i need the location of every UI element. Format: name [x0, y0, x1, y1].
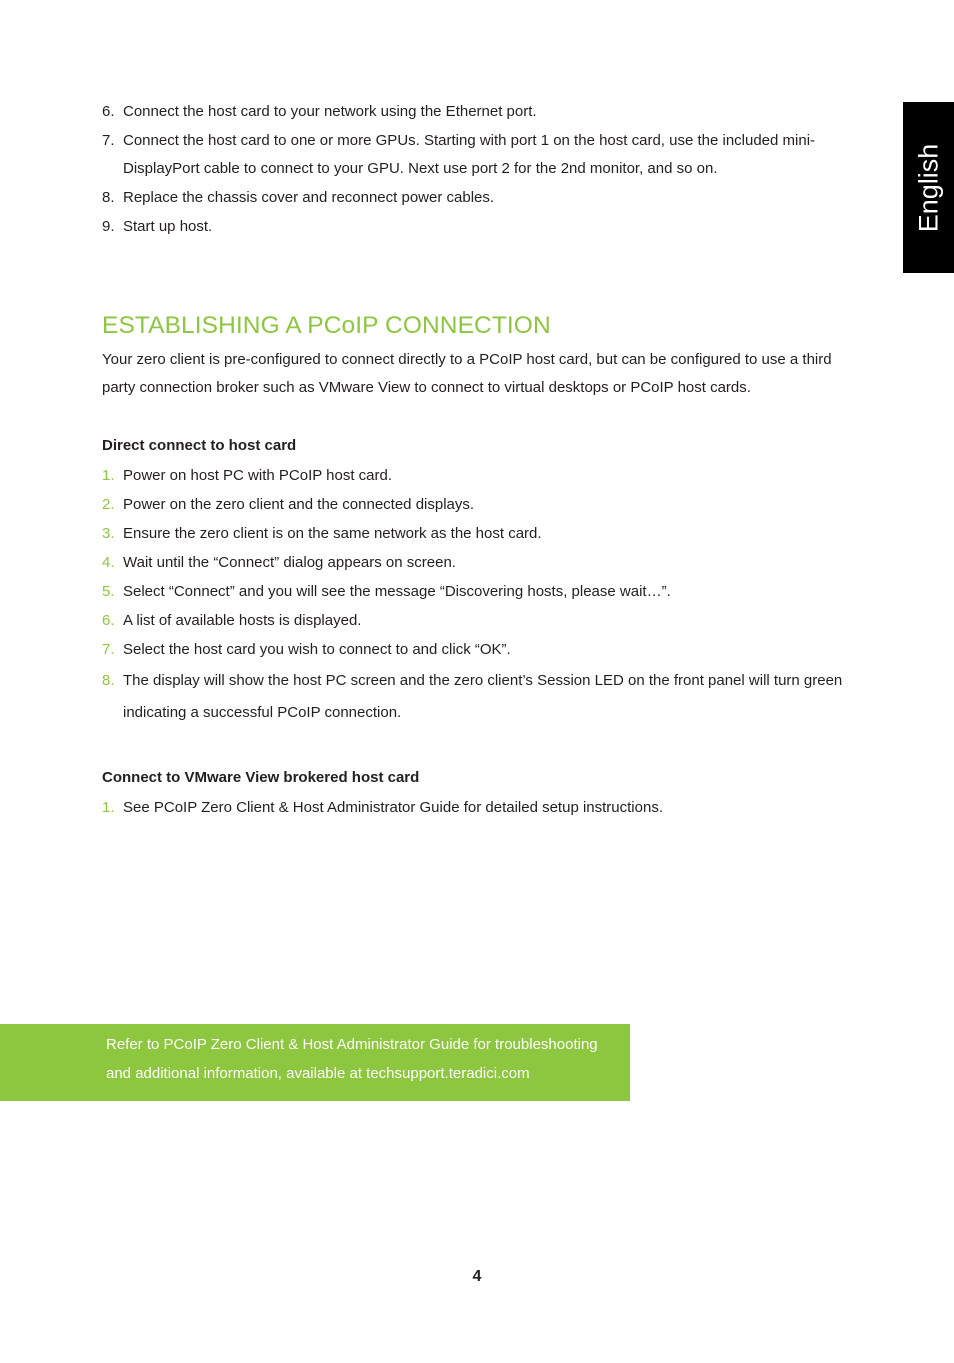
list-item-number: 7. [102, 641, 115, 658]
list-item-number: 9. [102, 218, 115, 235]
list-item-number: 1. [102, 467, 115, 484]
install-steps-list [102, 98, 847, 242]
list-item [102, 462, 847, 490]
page-number: 4 [472, 1268, 482, 1285]
list-item [102, 184, 847, 212]
list-item-text: A list of available hosts is displayed. [123, 612, 362, 629]
direct-connect-heading: Direct connect to host card [102, 437, 297, 454]
list-item-text: Connect the host card to one or more GPUs. Starting with port 1 on the host card, use the included mini-DisplayPort cable to connect to your GPU. Next use port 2 for the 2nd monitor, and so on. [123, 132, 816, 177]
direct-connect-steps-list [102, 462, 847, 730]
list-item-text: See PCoIP Zero Client & Host Administrator Guide for detailed setup instructions. [123, 799, 663, 816]
language-tab [903, 102, 954, 273]
list-item-number: 5. [102, 583, 115, 600]
list-item-text: Connect the host card to your network using the Ethernet port. [123, 103, 537, 120]
notice-text: Refer to PCoIP Zero Client & Host Administrator Guide for troubleshooting and additional information, available at techsupport.teradici.com [106, 1036, 598, 1082]
list-item-number: 6. [102, 103, 115, 120]
list-item [102, 213, 847, 241]
list-item-text: Power on host PC with PCoIP host card. [123, 467, 393, 484]
list-item-text: Start up host. [123, 218, 213, 235]
list-item [102, 578, 847, 606]
list-item-text: Ensure the zero client is on the same network as the host card. [123, 525, 542, 542]
list-item [102, 549, 847, 577]
list-item-text: Replace the chassis cover and reconnect power cables. [123, 189, 495, 206]
list-item-number: 8. [102, 672, 115, 689]
vmware-connect-heading: Connect to VMware View brokered host card [102, 769, 420, 786]
list-item [102, 794, 847, 822]
list-item-text: Select “Connect” and you will see the message “Discovering hosts, please wait…”. [123, 583, 671, 600]
section-intro: Your zero client is pre-configured to connect directly to a PCoIP host card, but can be configured to use a third party connection broker such as VMware View to connect to virtual desktops or PCoIP host cards. [102, 351, 832, 396]
list-item-number: 3. [102, 525, 115, 542]
list-item [102, 607, 847, 635]
list-item-text: Wait until the “Connect” dialog appears on screen. [123, 554, 456, 571]
list-item-number: 1. [102, 799, 115, 816]
list-item [102, 491, 847, 519]
list-item [102, 636, 847, 664]
section-title: ESTABLISHING A PCoIP CONNECTION [102, 312, 551, 339]
vmware-connect-steps-list [102, 794, 847, 822]
list-item-text: Select the host card you wish to connect to and click “OK”. [123, 641, 511, 658]
language-tab-label: English [913, 143, 943, 232]
list-item [102, 665, 847, 729]
notice-banner [0, 1024, 630, 1101]
list-item-number: 2. [102, 496, 115, 513]
list-item [102, 127, 847, 183]
list-item-text: The display will show the host PC screen and the zero client’s Session LED on the front panel will turn green indicating a successful PCoIP connection. [123, 672, 843, 721]
list-item-number: 8. [102, 189, 115, 206]
list-item-number: 4. [102, 554, 115, 571]
list-item [102, 98, 847, 126]
list-item-number: 6. [102, 612, 115, 629]
list-item-text: Power on the zero client and the connected displays. [123, 496, 475, 513]
list-item [102, 520, 847, 548]
list-item-number: 7. [102, 132, 115, 149]
